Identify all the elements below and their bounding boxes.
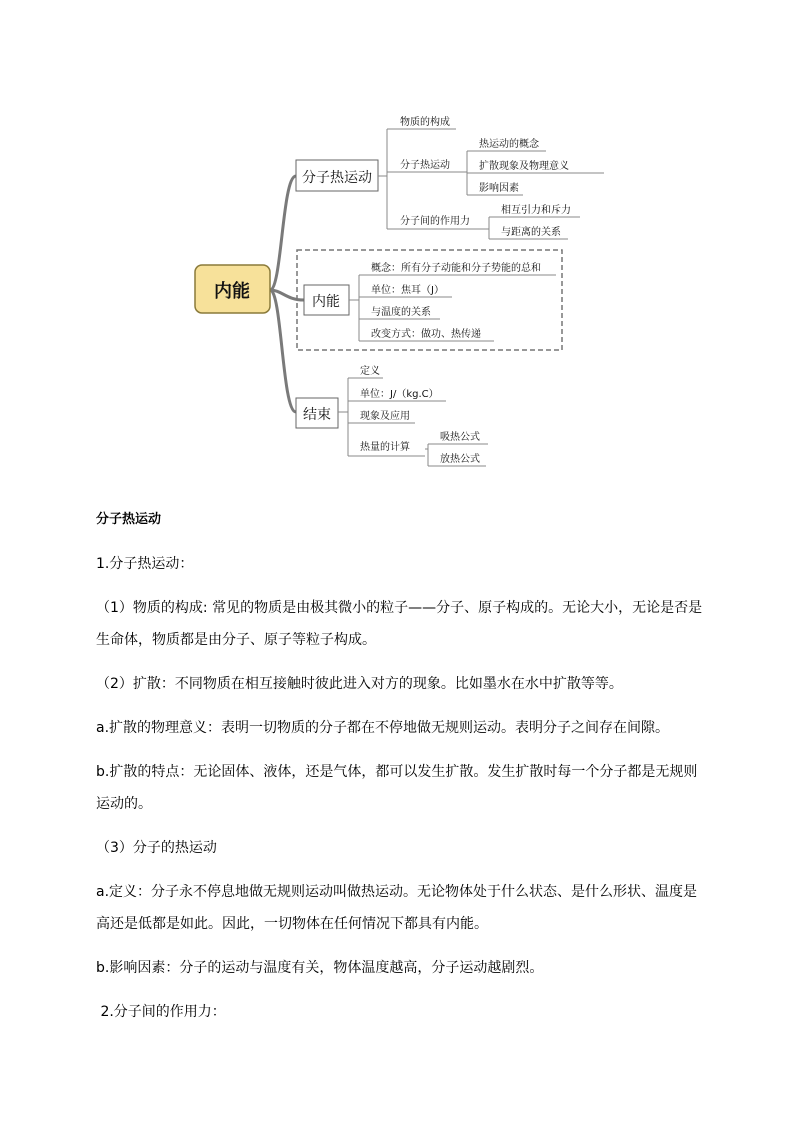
branch3-label: 结束 [303, 407, 331, 423]
paragraph-6 [96, 832, 706, 864]
connector-root-b3 [270, 290, 296, 412]
b2-item-1: 概念：所有分子动能和分子势能的总和 [371, 263, 541, 274]
b3-calc-label: 热量的计算 [360, 442, 410, 453]
b2-item-3: 与温度的关系 [371, 307, 431, 318]
paragraph-text: （2）扩散：不同物质在相互接触时彼此进入对方的现象。比如墨水在水中扩散等等。 [96, 676, 623, 692]
branch1-label: 分子热运动 [302, 170, 372, 186]
paragraph-5 [96, 756, 706, 820]
b3-item-1: 定义 [360, 366, 380, 377]
b1-motion-label: 分子热运动 [400, 160, 450, 171]
paragraph-text: （1）物质的构成: 常见的物质是由极其微小的粒子——分子、原子构成的。无论大小，无论是否是生命体，物质都是由分子、原子等粒子构成。 [96, 600, 703, 648]
b3-calc-child-1: 吸热公式 [440, 432, 480, 443]
mind-map [0, 0, 794, 500]
b2-item-2: 单位：焦耳（J） [371, 285, 444, 296]
b1-force-child-1: 相互引力和斥力 [501, 205, 571, 216]
paragraph-text: （3）分子的热运动 [96, 840, 217, 856]
paragraph-4 [96, 712, 706, 744]
paragraph-3 [96, 668, 706, 700]
paragraph-8 [96, 952, 706, 984]
b1-motion-child-3: 影响因素 [479, 183, 519, 194]
paragraph-1 [96, 548, 706, 580]
b1-structure-label: 物质的构成 [400, 117, 450, 128]
branch2-label: 内能 [312, 294, 340, 310]
branch1-lines [378, 129, 480, 229]
b2-item-4: 改变方式：做功、热传递 [371, 329, 481, 340]
section-title: 分子热运动 [96, 512, 162, 527]
paragraph-2 [96, 592, 706, 656]
connector-root-b1 [270, 176, 296, 290]
b1-force-child-2: 与距离的关系 [501, 227, 561, 238]
paragraph-text: 2.分子间的作用力： [96, 1004, 226, 1020]
paragraph-text: b.扩散的特点：无论固体、液体，还是气体，都可以发生扩散。发生扩散时每一个分子都是无规则运动的。 [96, 764, 698, 812]
b3-calc-child-2: 放热公式 [440, 454, 480, 465]
paragraph-text: 1.分子热运动： [96, 556, 194, 572]
paragraph-7 [96, 876, 706, 940]
b1-force-label: 分子间的作用力 [400, 216, 470, 227]
paragraph-text: b.影响因素：分子的运动与温度有关，物体温度越高，分子运动越剧烈。 [96, 960, 544, 976]
b3-item-2: 单位：J/（kg.C） [360, 389, 439, 400]
root-label: 内能 [214, 281, 250, 302]
paragraph-text: a.定义：分子永不停息地做无规则运动叫做热运动。无论物体处于什么状态、是什么形状、温度是高还是低都是如此。因此，一切物体在任何情况下都具有内能。 [96, 884, 698, 932]
b1-motion-child-2: 扩散现象及物理意义 [479, 161, 569, 172]
paragraph-text: a.扩散的物理意义：表明一切物质的分子都在不停地做无规则运动。表明分子之间存在间隙。 [96, 720, 670, 736]
paragraph-9 [96, 996, 706, 1028]
b1-motion-child-1: 热运动的概念 [479, 139, 539, 150]
b3-item-3: 现象及应用 [360, 411, 410, 422]
